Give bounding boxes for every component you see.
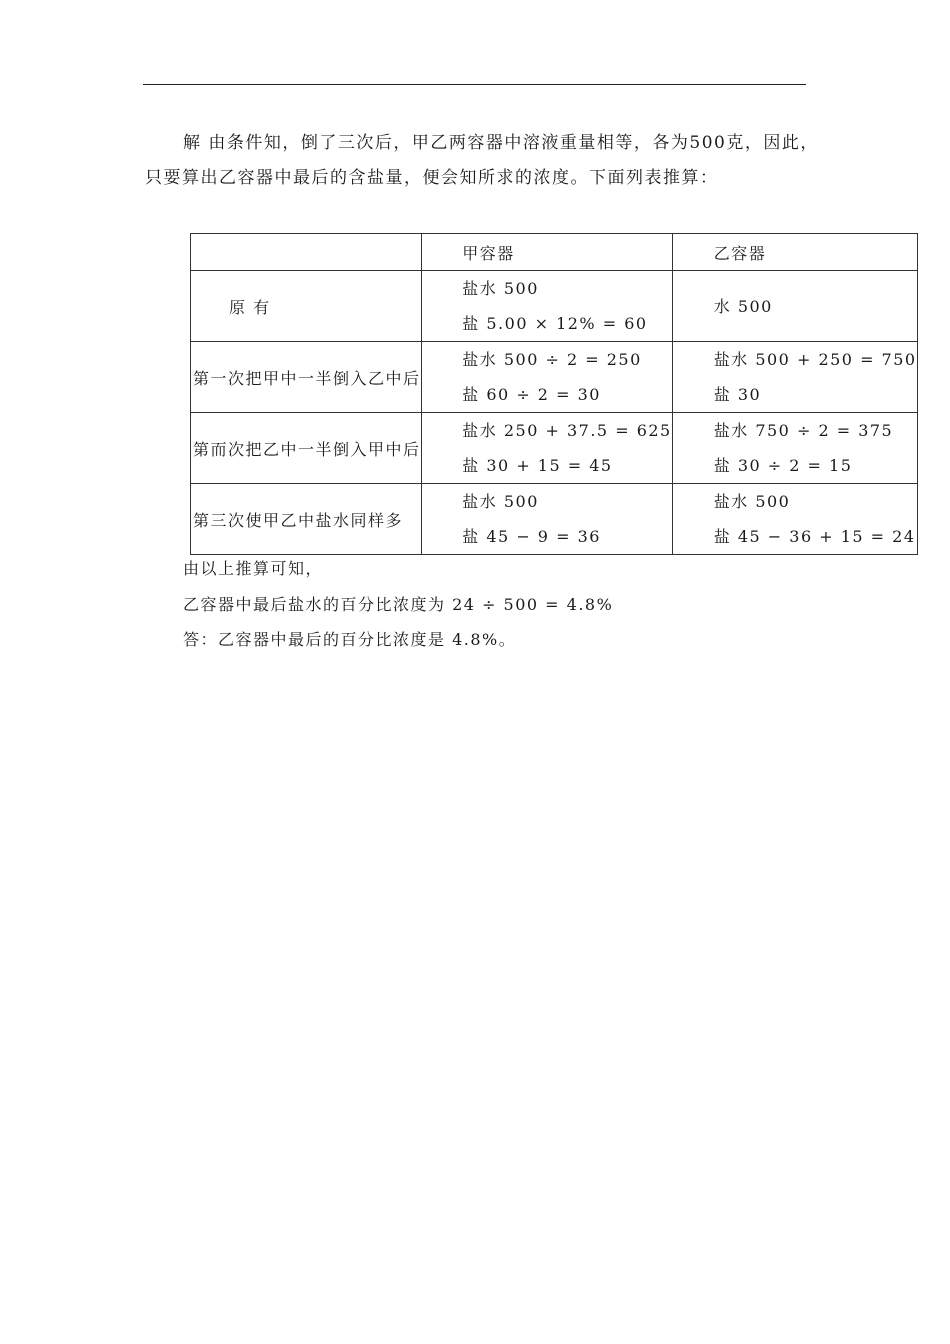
jia-cell [422, 342, 672, 413]
conclusion-line-2: 乙容器中最后盐水的百分比浓度为 24 ÷ 500 = 4.8% [183, 595, 614, 614]
cell-line: 盐水 500 ÷ 2 = 250 [462, 350, 642, 369]
jia-cell [422, 413, 672, 484]
cell-line: 水 500 [713, 296, 773, 316]
table-header-row [191, 234, 918, 271]
cell-line: 盐 30 ÷ 2 = 15 [713, 456, 853, 475]
header-empty-cell [191, 234, 422, 271]
row-label: 第三次使甲乙中盐水同样多 [191, 484, 422, 555]
row-label: 第一次把甲中一半倒入乙中后 [191, 342, 422, 413]
intro-line-2: 只要算出乙容器中最后的含盐量，便会知所求的浓度。下面列表推算： [145, 168, 719, 188]
cell-line: 盐 45 − 9 = 36 [462, 527, 601, 546]
yi-cell [672, 342, 917, 413]
yi-cell [672, 413, 917, 484]
yi-cell [672, 271, 917, 342]
cell-line: 盐 30 [713, 385, 762, 404]
table-row [191, 342, 918, 413]
row-label: 第而次把乙中一半倒入甲中后 [191, 413, 422, 484]
cell-line: 盐水 500 [462, 492, 539, 511]
table-row [191, 271, 918, 342]
yi-cell [672, 484, 917, 555]
intro-line-1: 解 由条件知，倒了三次后，甲乙两容器中溶液重量相等，各为500克，因此， [183, 133, 819, 153]
cell-line: 盐水 750 ÷ 2 = 375 [713, 421, 894, 440]
jia-cell [422, 484, 672, 555]
cell-line: 盐 30 + 15 = 45 [462, 456, 613, 475]
header-jia: 甲容器 [422, 234, 672, 271]
cell-line: 盐 45 − 36 + 15 = 24 [713, 527, 916, 546]
cell-line: 盐 60 ÷ 2 = 30 [462, 385, 601, 404]
calculation-table [190, 233, 918, 555]
answer-line: 答：乙容器中最后的百分比浓度是 4.8%。 [183, 630, 517, 649]
cell-line: 盐水 500 [713, 492, 791, 511]
cell-line: 盐 5.00 × 12% = 60 [462, 314, 648, 333]
conclusion-line-1: 由以上推算可知， [183, 559, 324, 578]
row-label: 原 有 [191, 271, 422, 342]
header-yi: 乙容器 [672, 234, 917, 271]
jia-cell [422, 271, 672, 342]
table-row [191, 413, 918, 484]
cell-line: 盐水 500 [462, 279, 539, 298]
cell-line: 盐水 250 + 37.5 = 625 [462, 421, 672, 440]
table-row [191, 484, 918, 555]
header-rule [143, 84, 806, 85]
cell-line: 盐水 500 + 250 = 750 [713, 350, 917, 369]
